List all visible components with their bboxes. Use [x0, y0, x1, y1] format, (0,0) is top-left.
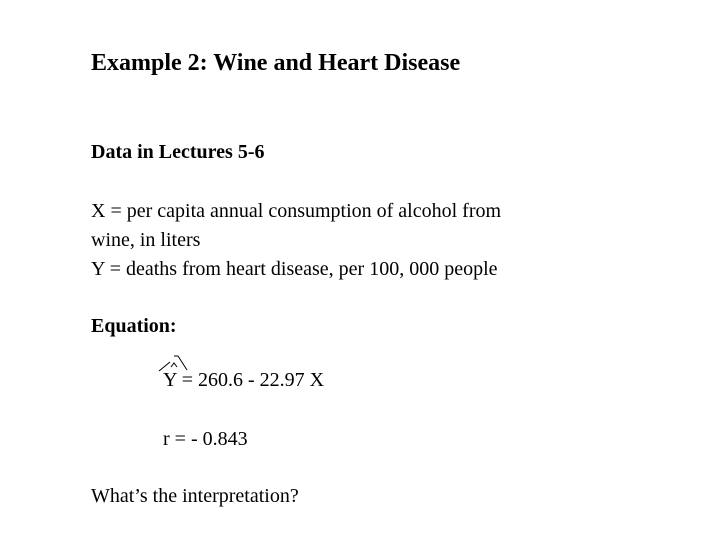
data-source-heading: Data in Lectures 5-6 — [91, 141, 265, 163]
equation-heading: Equation: — [91, 315, 177, 337]
regression-equation: Y = 260.6 - 22.97 X — [163, 369, 325, 391]
interpretation-question: What’s the interpretation? — [91, 485, 299, 507]
correlation-value: r = - 0.843 — [163, 428, 248, 450]
slide-title: Example 2: Wine and Heart Disease — [91, 50, 461, 76]
definition-line: X = per capita annual consumption of alcohol from — [91, 200, 502, 222]
variable-definitions — [91, 197, 501, 284]
definition-line: wine, in liters — [91, 229, 201, 251]
definition-line: Y = deaths from heart disease, per 100, 000 people — [91, 258, 498, 280]
